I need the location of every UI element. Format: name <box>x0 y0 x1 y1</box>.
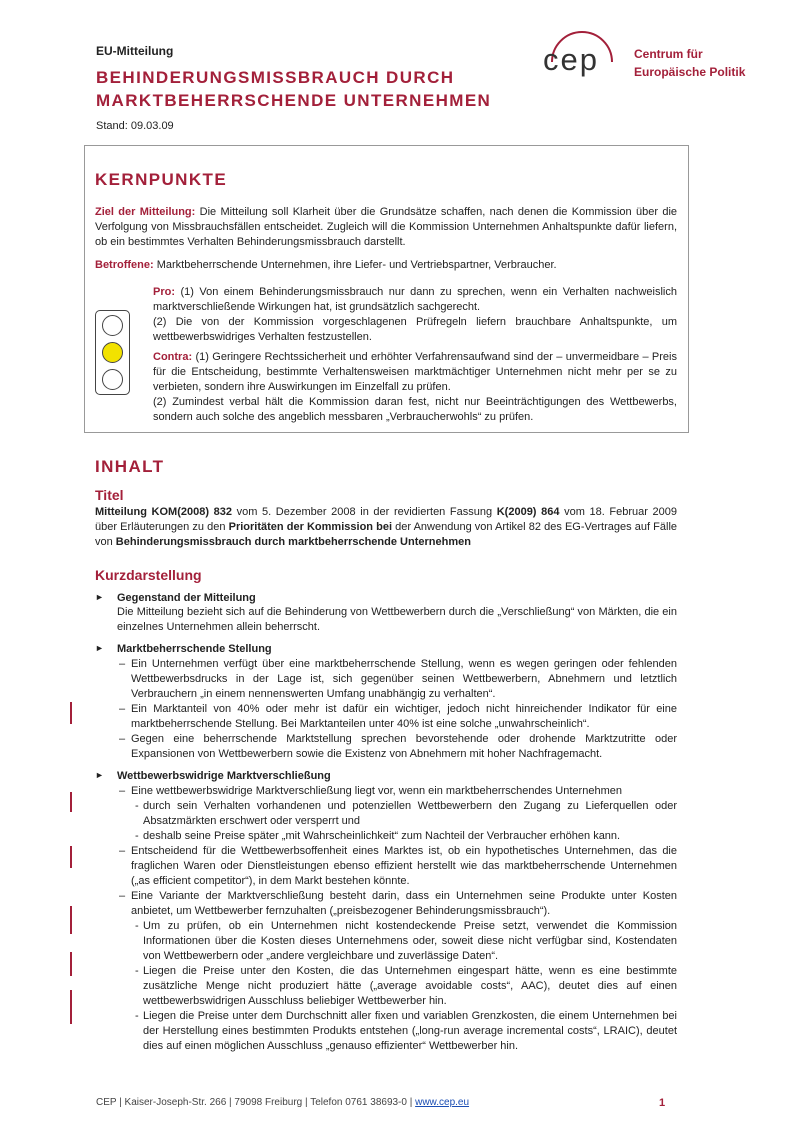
gegenstand-text: Die Mitteilung bezieht sich auf die Behinderung von Wettbewerbern durch die „Verschließung“ von Märkten, die ein einzelnes Unternehmen allein beherrscht. <box>117 606 677 633</box>
margin-change-bar <box>70 906 72 934</box>
pro-text-2: (2) Die von der Kommission vorgeschlagenen Prüfregeln liefern brauchbare Anhaltspunkte, um wettbewerbswidriges Verhalten festzustellen. <box>153 316 677 343</box>
sub-list-item-text: deshalb seine Preise später „mit Wahrscheinlichkeit“ zum Nachteil der Verbraucher erhöhen kann. <box>143 830 621 842</box>
traffic-light-top-lamp <box>102 315 123 336</box>
logo-name-line-1: Centrum für <box>634 47 703 61</box>
traffic-light-icon <box>95 310 130 395</box>
contra-paragraph <box>153 350 677 425</box>
list-item: – Ein Unternehmen verfügt über eine marktbeherrschende Stellung, wenn es wegen geringen oder fehlenden Wettbewerbsdrucks in der Lage ist, sich gegenüber seinen Wettbewerbern, Abnehmern und letztlich Verbrauchern „in einem nennenswerten Umfang unabhängig zu verhalten“. <box>119 658 677 700</box>
bullet-title: Marktbeherrschende Stellung <box>117 643 272 655</box>
titel-part-1: Mitteilung KOM(2008) 832 <box>95 506 232 518</box>
ziel-label: Ziel der Mitteilung: <box>95 206 196 218</box>
titel-part-2: vom 5. Dezember 2008 in der revidierten Fassung <box>231 506 497 518</box>
ziel-text: Die Mitteilung soll Klarheit über die Grundsätze schaffen, nach denen die Kommission über die Verfolgung von Missbrauchsfällen entscheidet. Zugleich will die Kommission Unternehmen Anhaltspunkte dafür liefern, ob ein bestimmtes Verhalten Behinderungsmissbrauch darstellt. <box>95 206 678 248</box>
list-item: – Entscheidend für die Wettbewerbsoffenheit eines Marktes ist, ob ein hypothetisches Unternehmen, das die fraglichen Waren oder Dienstleistungen ebenso effizient herstellt wie das marktbeherrschende Unternehmen („as efficient competitor“), in dem Markt bestehen könnte. <box>119 845 677 887</box>
list-item: – Ein Marktanteil von 40% oder mehr ist dafür ein wichtiger, jedoch nicht hinreichender Indikator für eine marktbeherrschende Stellung. Bei Marktanteilen unter 40% ist eine solche „unwahrscheinlich“. <box>119 703 677 730</box>
contra-text-1: (1) Geringere Rechtssicherheit und erhöhter Verfahrensaufwand sind der – unvermeidbare – Preis für die Entscheidung, bestimmte Verhaltensweisen marktmächtiger Unternehmen nicht mehr per se zu verbieten, sondern ihre Auswirkungen im Einzelfall zu prüfen. <box>153 351 677 393</box>
list-item-text: Eine wettbewerbswidrige Marktverschließung liegt vor, wenn ein marktbeherrschendes Unternehmen <box>131 785 622 797</box>
title-line-2: MARKTBEHERRSCHENDE UNTERNEHMEN <box>96 91 492 110</box>
sub-list-item-text: durch sein Verhalten vorhandenen und potenziellen Wettbewerbern den Zugang zu Lieferquellen oder Absatzmärkten erschwert oder versperrt und <box>143 800 677 827</box>
margin-change-bar <box>70 990 72 1024</box>
bullet-arrow-icon: ► <box>95 770 104 780</box>
sub-list-item: - durch sein Verhalten vorhandenen und potenziellen Wettbewerbern den Zugang zu Lieferquellen oder Absatzmärkten erschwert oder versperrt und <box>135 800 677 827</box>
document-type-label: EU-Mitteilung <box>96 44 174 58</box>
footer-website-link[interactable]: www.cep.eu <box>415 1097 470 1108</box>
list-item-text: Entscheidend für die Wettbewerbsoffenheit eines Marktes ist, ob ein hypothetisches Unternehmen, das die fraglichen Waren oder Dienstleistungen ebenso effizient herstellt wie das marktbeherrschende Unternehmen („as efficient competitor“), in dem Markt bestehen könnte. <box>131 845 677 887</box>
margin-change-bar <box>70 846 72 868</box>
list-item-text: Ein Unternehmen verfügt über eine marktbeherrschende Stellung, wenn es wegen geringen oder fehlenden Wettbewerbsdrucks in der Lage ist, sich gegenüber seinen Wettbewerbern, Abnehmern und letztlich Verbrauchern „in einem nennenswerten Umfang unabhängig zu verhalten“. <box>131 658 677 700</box>
logo-name-line-2: Europäische Politik <box>634 65 746 79</box>
sub-list-item: - Liegen die Preise unter dem Durchschnitt aller fixen und variablen Grenzkosten, die einem Unternehmen bei der Herstellung eines bestimmten Produkts entstehen („long-run average incremental costs“, LRAIC), deutet dies auf einen möglichen Ausschluss „genauso effizienter“ Wettbewerber hin. <box>135 1010 677 1052</box>
bullet-title: Gegenstand der Mitteilung <box>117 592 256 604</box>
pro-text-1: (1) Von einem Behinderungsmissbrauch nur dann zu sprechen, wenn ein Verhalten nachweislich marktverschließende Wirkungen hat, ist grundsätzlich sachgerecht. <box>153 286 677 313</box>
titel-part-4: vom 18. Februar 2009 über Erläuterungen zu den <box>95 506 677 533</box>
sub-list-item-text: Liegen die Preise unter dem Durchschnitt aller fixen und variablen Grenzkosten, die einem Unternehmen bei der Herstellung eines bestimmten Produkts entstehen („long-run average incremental costs“, LRAIC), deutet dies auf einen möglichen Ausschluss „genauso effizienter“ Wettbewerber hin. <box>143 1010 677 1052</box>
list-item-text: Eine Variante der Marktverschließung besteht darin, dass ein Unternehmen seine Produkte unter Kosten anbietet, um Wettbewerber fernzuhalten („preisbezogener Behinderungsmissbrauch“). <box>131 890 677 917</box>
bullet-arrow-icon: ► <box>95 592 104 602</box>
betroffene-paragraph <box>95 258 677 273</box>
list-item: – Eine wettbewerbswidrige Marktverschließung liegt vor, wenn ein marktbeherrschendes Unternehmen <box>119 785 622 797</box>
contra-text-2: (2) Zumindest verbal hält die Kommission daran fest, nicht nur Beeinträchtigungen des Wettbewerbs, sondern auch solche des angeblich messbaren „Verbraucherwohls“ zu prüfen. <box>153 396 677 423</box>
list-item: – Gegen eine beherrschende Marktstellung sprechen bevorstehende oder drohende Marktzutritte oder Expansionen von Wettbewerbern sowie die Existenz von Abnehmern mit hoher Nachfragemacht. <box>119 733 677 760</box>
margin-change-bar <box>70 952 72 976</box>
title-line-1: BEHINDERUNGSMISSBRAUCH DURCH <box>96 68 455 87</box>
bullet-gegenstand <box>95 592 256 604</box>
sub-list-item-text: Um zu prüfen, ob ein Unternehmen nicht kostendeckende Preise setzt, verwendet die Kommission Informationen über die Kosten dieses Unternehmens oder, soweit diese nicht verfügbar sind, Kostendaten von Wettbewerbern oder „andere vergleichbare und zuverlässige Daten“. <box>143 920 677 962</box>
kernpunkte-heading: KERNPUNKTE <box>95 170 228 189</box>
betroffene-label: Betroffene: <box>95 259 154 271</box>
titel-part-7: Behinderungsmissbrauch durch marktbeherrschende Unternehmen <box>115 536 471 548</box>
list-item-text: Ein Marktanteil von 40% oder mehr ist dafür ein wichtiger, jedoch nicht hinreichender Indikator für eine marktbeherrschende Stellung. Bei Marktanteilen unter 40% ist eine solche „unwahrscheinlich“. <box>131 703 677 730</box>
inhalt-heading: INHALT <box>95 457 165 476</box>
titel-part-6: der Anwendung von Artikel 82 des EG-Vertrages auf Fälle von <box>95 521 677 548</box>
sub-list-item: - Liegen die Preise unter den Kosten, die das Unternehmen eingespart hätte, wenn es eine bestimmte zusätzliche Menge nicht produziert hätte („average avoidable costs“, AAC), deutet dies auf einen wettbewerbswidrigen Ausschluss beliebiger Wettbewerber hin. <box>135 965 677 1007</box>
sub-list-item: - deshalb seine Preise später „mit Wahrscheinlichkeit“ zum Nachteil der Verbraucher erhöhen kann. <box>135 830 621 842</box>
betroffene-text: Marktbeherrschende Unternehmen, ihre Liefer- und Vertriebspartner, Verbraucher. <box>153 259 557 271</box>
bullet-title: Wettbewerbswidrige Marktverschließung <box>117 770 331 782</box>
titel-heading: Titel <box>95 487 124 503</box>
footer-address: CEP | Kaiser-Joseph-Str. 266 | 79098 Freiburg | Telefon 0761 38693-0 | <box>96 1097 416 1108</box>
page-number: 1 <box>659 1097 666 1109</box>
kurzdarstellung-heading: Kurzdarstellung <box>95 567 202 583</box>
sub-list-item-text: Liegen die Preise unter den Kosten, die das Unternehmen eingespart hätte, wenn es eine bestimmte zusätzliche Menge nicht produziert hätte („average avoidable costs“, AAC), deutet dies auf einen wettbewerbswidrigen Ausschluss beliebiger Wettbewerber hin. <box>143 965 677 1007</box>
titel-part-3: K(2009) 864 <box>496 506 560 518</box>
titel-part-5: Prioritäten der Kommission bei <box>228 521 393 533</box>
titel-paragraph <box>95 505 677 550</box>
bullet-marktbeherrschende-stellung <box>95 643 272 655</box>
bullet-marktverschliessung <box>95 770 331 782</box>
bullet-arrow-icon: ► <box>95 643 104 653</box>
document-title <box>96 66 491 112</box>
pro-paragraph <box>153 285 677 345</box>
margin-change-bar <box>70 792 72 812</box>
traffic-light-yellow-lamp <box>102 342 123 363</box>
traffic-light-bottom-lamp <box>102 369 123 390</box>
pro-label: Pro: <box>153 286 175 298</box>
stand-date: Stand: 09.03.09 <box>96 120 174 132</box>
footer <box>96 1097 469 1108</box>
margin-change-bar <box>70 702 72 724</box>
cep-logo-name <box>634 45 745 81</box>
contra-label: Contra: <box>153 351 193 363</box>
cep-logo: cep <box>543 42 599 77</box>
ziel-paragraph <box>95 205 677 250</box>
list-item: – Eine Variante der Marktverschließung besteht darin, dass ein Unternehmen seine Produkte unter Kosten anbietet, um Wettbewerber fernzuhalten („preisbezogener Behinderungsmissbrauch“). <box>119 890 677 917</box>
sub-list-item: - Um zu prüfen, ob ein Unternehmen nicht kostendeckende Preise setzt, verwendet die Kommission Informationen über die Kosten dieses Unternehmens oder, soweit diese nicht verfügbar sind, Kostendaten von Wettbewerbern oder „andere vergleichbare und zuverlässige Daten“. <box>135 920 677 962</box>
list-item-text: Gegen eine beherrschende Marktstellung sprechen bevorstehende oder drohende Marktzutritte oder Expansionen von Wettbewerbern sowie die Existenz von Abnehmern mit hoher Nachfragemacht. <box>131 733 677 760</box>
